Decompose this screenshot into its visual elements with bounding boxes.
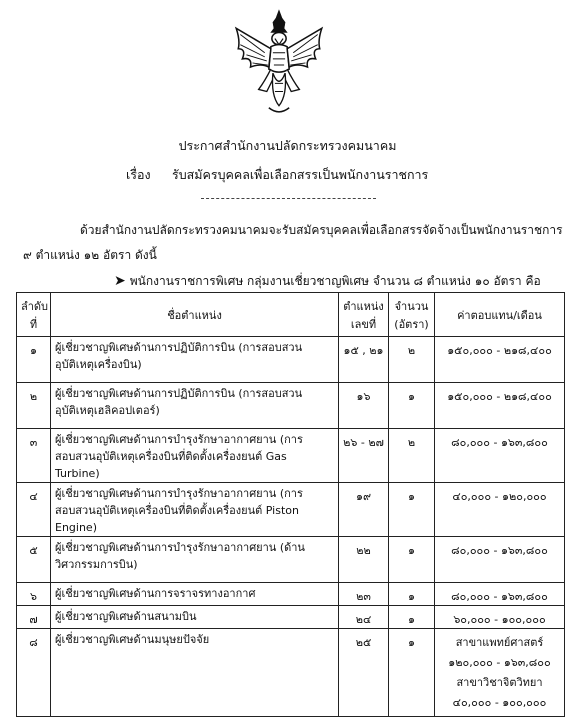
row-name: ผู้เชี่ยวชาญพิเศษด้านสนามบิน [51, 606, 339, 629]
row-position-no: ๒๖ - ๒๗ [339, 429, 389, 483]
table-row [17, 337, 565, 383]
table-header-row [17, 293, 565, 337]
subject-line [126, 165, 428, 185]
table-row [17, 429, 565, 483]
row-salary: ๑๕๐,๐๐๐ - ๒๑๘,๔๐๐ [435, 383, 565, 429]
row-no: ๔ [17, 483, 51, 537]
garuda-emblem-icon [228, 8, 330, 120]
table-row [17, 583, 565, 606]
table-row [17, 537, 565, 583]
row-salary: ๘๐,๐๐๐ - ๑๖๓,๘๐๐ [435, 429, 565, 483]
announcement-title: ประกาศสำนักงานปลัดกระทรวงคมนาคม [178, 138, 397, 153]
row-no: ๗ [17, 606, 51, 629]
row-name: ผู้เชี่ยวชาญพิเศษด้านการปฏิบัติการบิน (การสอบสวน อุบัติเหตุเฮลิคอปเตอร์) [51, 383, 339, 429]
row-name: ผู้เชี่ยวชาญพิเศษด้านการบำรุงรักษาอากาศยาน (การ สอบสวนอุบัติเหตุเครื่องบินที่ติดตั้งเครื่องยนต์ Gas Turbine) [51, 429, 339, 483]
row-position-no: ๒๒ [339, 537, 389, 583]
table-row [17, 629, 565, 717]
row-salary [435, 629, 565, 717]
salary-range: ๔๐,๐๐๐ - ๑๐๐,๐๐๐ [452, 696, 547, 709]
row-position-no: ๒๕ [339, 629, 389, 717]
section-heading [114, 272, 541, 291]
intro-line-1: ด้วยสำนักงานปลัดกระทรวงคมนาคมจะรับสมัครบุคคลเพื่อเลือกสรรจัดจ้างเป็นพนักงานราชการ [80, 223, 563, 237]
intro-line-2: ๙ ตำแหน่ง ๑๒ อัตรา ดังนี้ [23, 248, 157, 262]
row-no: ๕ [17, 537, 51, 583]
positions-table [16, 292, 565, 717]
row-no: ๘ [17, 629, 51, 717]
row-count: ๑ [389, 537, 435, 583]
row-position-no: ๑๙ [339, 483, 389, 537]
row-salary: ๖๐,๐๐๐ - ๑๐๐,๐๐๐ [435, 606, 565, 629]
row-salary: ๘๐,๐๐๐ - ๑๖๓,๘๐๐ [435, 537, 565, 583]
row-count: ๑ [389, 583, 435, 606]
section-heading-text: พนักงานราชการพิเศษ กลุ่มงานเชี่ยวชาญพิเศษ จำนวน ๘ ตำแหน่ง ๑๐ อัตรา คือ [129, 274, 541, 288]
row-position-no: ๑๖ [339, 383, 389, 429]
header-count: จำนวน (อัตรา) [389, 293, 435, 337]
row-position-no: ๒๔ [339, 606, 389, 629]
salary-range: ๑๒๐,๐๐๐ - ๑๖๓,๘๐๐ [448, 656, 551, 669]
header-name: ชื่อตำแหน่ง [51, 293, 339, 337]
header-no: ลำดับ ที่ [17, 293, 51, 337]
row-name: ผู้เชี่ยวชาญพิเศษด้านการจราจรทางอากาศ [51, 583, 339, 606]
row-no: ๑ [17, 337, 51, 383]
row-count: ๑ [389, 606, 435, 629]
row-position-no: ๑๕ , ๒๑ [339, 337, 389, 383]
row-count: ๑ [389, 629, 435, 717]
table-row [17, 383, 565, 429]
row-position-no: ๒๓ [339, 583, 389, 606]
header-position-no: ตำแหน่ง เลขที่ [339, 293, 389, 337]
row-name: ผู้เชี่ยวชาญพิเศษด้านการบำรุงรักษาอากาศยาน (ด้านวิศวกรรมการบิน) [51, 537, 339, 583]
row-count: ๒ [389, 429, 435, 483]
subject-text: รับสมัครบุคคลเพื่อเลือกสรรเป็นพนักงานราชการ [171, 167, 429, 182]
salary-branch-label: สาขาวิชาจิตวิทยา [456, 676, 543, 689]
row-no: ๒ [17, 383, 51, 429]
row-no: ๖ [17, 583, 51, 606]
table-row [17, 483, 565, 537]
subject-label: เรื่อง [126, 167, 151, 182]
row-name: ผู้เชี่ยวชาญพิเศษด้านการบำรุงรักษาอากาศยาน (การ สอบสวนอุบัติเหตุเครื่องบินที่ติดตั้งเครื่องยนต์ Piston Engine) [51, 483, 339, 537]
header-divider [201, 198, 376, 199]
row-count: ๒ [389, 337, 435, 383]
header-salary: ค่าตอบแทน/เดือน [435, 293, 565, 337]
row-salary: ๑๕๐,๐๐๐ - ๒๑๘,๔๐๐ [435, 337, 565, 383]
row-no: ๓ [17, 429, 51, 483]
salary-branch-label: สาขาแพทย์ศาสตร์ [455, 636, 544, 649]
row-count: ๑ [389, 383, 435, 429]
table-row [17, 606, 565, 629]
row-name: ผู้เชี่ยวชาญพิเศษด้านการปฏิบัติการบิน (การสอบสวน อุบัติเหตุเครื่องบิน) [51, 337, 339, 383]
row-salary: ๔๐,๐๐๐ - ๑๒๐,๐๐๐ [435, 483, 565, 537]
row-salary: ๘๐,๐๐๐ - ๑๖๓,๘๐๐ [435, 583, 565, 606]
row-name: ผู้เชี่ยวชาญพิเศษด้านมนุษยปัจจัย [51, 629, 339, 717]
row-count: ๑ [389, 483, 435, 537]
arrow-bullet-icon: ➤ [114, 273, 126, 289]
